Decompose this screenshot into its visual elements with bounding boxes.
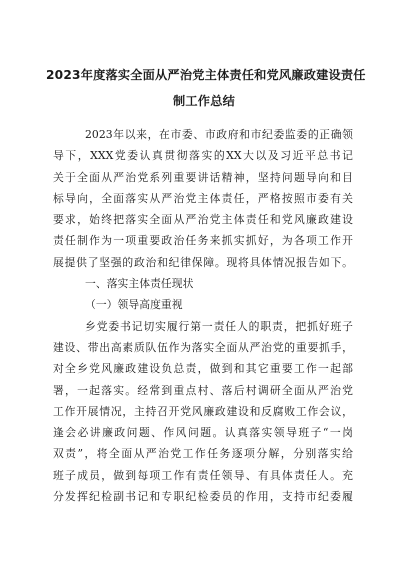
paragraph-line: 2023年以来，在市委、市政府和市纪委监委的正确领 [85, 128, 353, 141]
paragraph-line: 建设、带出高素质队伍作为落实全面从严治党的重要抓手， [53, 340, 353, 354]
paragraph-line: 责任制作为一项重要政治任务来抓实抓好，为各项工作开 [53, 234, 353, 248]
document-title-line-2: 制工作总结 [173, 94, 235, 108]
paragraph-line: 署，一起落实。经常到重点村、落后村调研全面从严治党 [53, 383, 353, 397]
paragraph-line: 工作开展情况，主持召开党风廉政建设和反腐败工作会议， [53, 404, 353, 418]
document-body [53, 124, 353, 507]
paragraph-line: 分发挥纪检副书记和专职纪检委员的作用，支持市纪委履 [53, 490, 353, 504]
subsection-heading: （一）领导高度重视 [85, 298, 183, 312]
paragraph-line: 乡党委书记切实履行第一责任人的职责，把抓好班子 [85, 319, 353, 333]
paragraph-line: 对全乡党风廉政建设负总责，做到和其它重要工作一起部 [53, 362, 353, 376]
paragraph-line: 展提供了坚强的政治和纪律保障。现将具体情况报告如下。 [53, 255, 353, 269]
paragraph-line: 标导向，全面落实从严治党主体责任，严格按照市委有关 [53, 191, 353, 205]
document-title-line-1: 2023年度落实全面从严治党主体责任和党风廉政建设责任 [46, 68, 366, 82]
paragraph-line: 导下，XXX党委认真贯彻落实的XX大以及习近平总书记 [53, 149, 353, 163]
paragraph-line: 关于全面从严治党系列重要讲话精神，坚持问题导向和目 [53, 170, 353, 184]
paragraph-line: 班子成员，做到每项工作有责任领导、有具体责任人。充 [53, 468, 353, 482]
section-heading: 一、落实主体责任现状 [85, 277, 194, 291]
paragraph-line: 逢会必讲廉政问题、作风问题。认真落实领导班子“一岗 [53, 426, 353, 440]
paragraph-line: 要求，始终把落实全面从严治党主体责任和党风廉政建设 [53, 213, 353, 227]
paragraph-line: 双责”，将全面从严治党工作任务逐项分解，分别落实给 [53, 447, 353, 461]
